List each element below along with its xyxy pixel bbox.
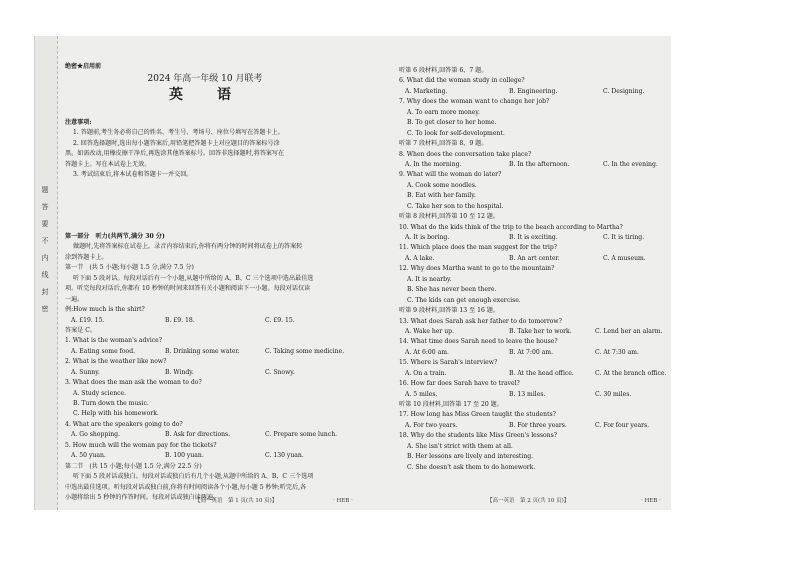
- instruction-line: 1. 答题前,考生务必将自己的姓名、考生号、考场号、座位号填写在答题卡上。: [73, 129, 284, 137]
- option: B. At 7:00 am.: [509, 348, 554, 356]
- section-intro: 中选出最佳选项。听每段对话或独白前,你将有时间阅读各个小题,每小题 5 秒钟;听完后,各: [65, 483, 307, 491]
- option: C. At 7:30 am.: [595, 348, 639, 356]
- option: B. In the afternoon.: [509, 160, 570, 168]
- instruction-line: 3. 考试结束后,将本试卷和答题卡一并交回。: [73, 171, 193, 179]
- option: C. The kids can get enough exercise.: [407, 296, 521, 304]
- option: C. At the branch office.: [595, 369, 667, 377]
- question: 12. Why does Martha want to go to the mountain?: [399, 265, 555, 273]
- option: A. Go shopping.: [71, 431, 120, 439]
- option-row: [399, 421, 665, 431]
- option: C. To look for self-development.: [407, 129, 505, 137]
- option: C. In the evening.: [603, 160, 658, 168]
- question: 10. What do the kids think of the trip to the beach according to Martha?: [399, 223, 623, 231]
- margin-char: 密: [41, 305, 49, 313]
- section-intro: 一遍。: [65, 295, 84, 303]
- option: B. Ask for directions.: [165, 431, 231, 439]
- option: C. 130 yuan.: [265, 452, 304, 460]
- option: C. Lend her an alarm.: [595, 327, 663, 335]
- question: 16. How far does Sarah have to travel?: [399, 380, 520, 388]
- option-row: [399, 369, 665, 379]
- option: C. She doesn't ask them to do homework.: [407, 463, 536, 471]
- option: A. A lake.: [405, 254, 435, 262]
- option: A. In the morning.: [405, 160, 462, 168]
- option-row: [65, 347, 355, 357]
- option: B. £9. 18.: [165, 316, 195, 324]
- option: C. A museum.: [603, 254, 646, 262]
- section-intro: 小题将给出 5 秒钟的作答时间。每段对话或独白读两遍。: [65, 493, 220, 501]
- option: A. To earn more money.: [407, 108, 480, 116]
- material-header: 听第 8 段材料,回答第 10 至 12 题。: [399, 213, 499, 221]
- option-row: [65, 316, 355, 326]
- footer-code: · HEB ·: [333, 498, 353, 504]
- option: B. 13 miles.: [509, 390, 546, 398]
- margin-char: 线: [41, 271, 49, 279]
- page-footer: 【高一英语 第 1 页(共 10 页)】: [195, 498, 278, 504]
- option-row: [65, 368, 355, 378]
- question: 8. When does the conversation take place?: [399, 150, 532, 158]
- option: C. It is tiring.: [603, 234, 645, 241]
- question: 18. Why do the students like Miss Green's lessons?: [399, 432, 558, 440]
- option: B. Windy.: [165, 368, 194, 376]
- question: 1. What is the woman's advice?: [65, 337, 163, 345]
- question: 2. What is the weather like now?: [65, 358, 167, 366]
- material-header: 听第 7 段材料,回答第 8、9 题。: [399, 140, 488, 148]
- instruction-line: 黑。如需改动,用橡皮擦干净后,再选涂其他答案标号。回答非选择题时,将答案写在: [65, 150, 285, 158]
- option-row: [65, 451, 355, 461]
- scanned-page: [34, 36, 671, 510]
- material-header: 听第 10 段材料,回答第 17 至 20 题。: [399, 401, 503, 408]
- option: C. Snowy.: [265, 368, 295, 376]
- section-intro: 听下面 5 段对话或独白。每段对话或独白后有几个小题,从题中所给的 A、B、C 三个选项: [73, 473, 314, 481]
- question: 11. Which place does the man suggest for the trip?: [399, 244, 558, 252]
- question: 4. What are the speakers going to do?: [65, 420, 183, 428]
- footer-code: · HEB ·: [641, 498, 661, 504]
- option: A. At 6:00 am.: [405, 348, 449, 356]
- option: A. Marketing.: [405, 87, 448, 95]
- option: C. For four years.: [595, 421, 650, 429]
- option-row: [399, 254, 665, 264]
- option: B. It is exciting.: [509, 234, 558, 241]
- option-row: [399, 348, 665, 358]
- page-footer: 【高一英语 第 2 页(共 10 页)】: [487, 498, 570, 504]
- option: C. Help with his homework.: [73, 410, 159, 418]
- option: A. On a train.: [405, 369, 447, 377]
- example-answer: 答案是 C。: [65, 326, 96, 334]
- option-row: [399, 87, 665, 97]
- option: A. She isn't strict with them at all.: [407, 442, 513, 450]
- option: A. Sunny.: [71, 368, 100, 376]
- option-row: [399, 233, 665, 243]
- instructions-block: [65, 118, 355, 181]
- question: 13. What does Sarah ask her father to do tomorrow?: [399, 317, 562, 325]
- exam-title: 2024 年高一年级 10 月联考: [147, 74, 263, 84]
- instruction-line: 答题卡上。写在本试卷上无效。: [65, 160, 151, 168]
- question: 15. Where is Sarah's interview?: [399, 359, 498, 367]
- option: B. Drinking some water.: [165, 347, 240, 355]
- margin-warning: [39, 186, 51, 313]
- margin-char: 答: [41, 203, 49, 211]
- option: B. Eat with her family.: [407, 192, 476, 200]
- option: B. To get closer to her home.: [407, 119, 497, 127]
- option: C. 30 miles.: [595, 390, 632, 398]
- option: A. Study science.: [73, 389, 127, 397]
- option: A. Eating some food.: [71, 347, 136, 355]
- option: C. £9. 15.: [265, 316, 295, 324]
- part-intro: 涂到答题卡上。: [65, 253, 108, 261]
- part-title: 第一部分 听力(共两节,满分 30 分): [65, 233, 165, 240]
- question: 9. What will the woman do later?: [399, 171, 502, 179]
- margin-char: 题: [41, 186, 49, 194]
- section-title: 第一节 (共 5 小题;每小题 1.5 分,满分 7.5 分): [65, 264, 194, 272]
- option: B. For three years.: [509, 421, 567, 429]
- option: B. Engineering.: [509, 87, 558, 95]
- option: B. An art center.: [509, 254, 560, 262]
- option: B. Turn down the music.: [73, 400, 149, 407]
- margin-char: 不: [41, 237, 49, 245]
- option: A. 50 yuan.: [71, 452, 106, 460]
- confidential-mark: 绝密★启用前: [65, 63, 102, 70]
- section-intro: 项。听完每段对话后,你都有 10 秒钟的时间来回答有关小题和阅读下一小题。每段对话仅读: [65, 285, 311, 293]
- question: 6. What did the woman study in college?: [399, 77, 525, 85]
- material-header: 听第 6 段材料,回答第 6、7 题。: [399, 67, 488, 74]
- option: B. Take her to work.: [509, 327, 572, 335]
- listening-questions: [399, 66, 665, 473]
- section-title: 第二节 (共 15 小题;每小题 1.5 分,满分 22.5 分): [65, 462, 202, 470]
- option: A. Cook some noodles.: [407, 181, 477, 189]
- option-row: [399, 327, 665, 337]
- listening-part: [65, 232, 355, 503]
- part-intro: 做题时,先将答案标在试卷上。录音内容结束后,你将有两分钟的时间将试卷上的答案转: [73, 243, 303, 251]
- option: C. Take her son to the hospital.: [407, 202, 504, 210]
- example-question: 例:How much is the shirt?: [65, 306, 145, 314]
- question: 5. How much will the woman pay for the tickets?: [65, 441, 217, 449]
- option: A. It is boring.: [405, 234, 450, 241]
- option: A. £19. 15.: [71, 316, 105, 324]
- option: B. She has never been there.: [407, 286, 497, 294]
- option: A. 5 miles.: [405, 390, 438, 398]
- option: C. Prepare some lunch.: [265, 431, 338, 439]
- section-intro: 听下面 5 段对话。每段对话后有一个小题,从题中所给的 A、B、C 三个选项中选出最佳选: [73, 274, 314, 282]
- option: B. At the head office.: [509, 369, 574, 377]
- margin-char: 要: [41, 220, 49, 228]
- instructions-title: 注意事项:: [65, 119, 92, 126]
- option: B. Her lessons are lively and interesting.: [407, 453, 534, 461]
- material-header: 听第 9 段材料,回答第 13 至 16 题。: [399, 307, 499, 315]
- option-row: [399, 390, 665, 400]
- question: 7. Why does the woman want to change her job?: [399, 98, 550, 106]
- binding-margin: [35, 36, 58, 510]
- margin-char: 内: [41, 254, 49, 262]
- option: C. Taking some medicine.: [265, 347, 345, 355]
- question: 3. What does the man ask the woman to do?: [65, 379, 202, 387]
- subject-title: 英 语: [169, 87, 241, 103]
- option: A. It is nearby.: [407, 275, 452, 283]
- option: A. Wake her up.: [405, 327, 455, 335]
- instruction-line: 2. 回答选择题时,选出每小题答案后,用铅笔把答题卡上对应题目的答案标号涂: [73, 139, 280, 147]
- option: C. Designing.: [603, 87, 645, 95]
- question: 14. What time does Sarah need to leave the house?: [399, 338, 558, 346]
- margin-char: 封: [41, 288, 49, 296]
- question: 17. How long has Miss Green taught the students?: [399, 411, 556, 419]
- option: A. For two years.: [405, 421, 458, 429]
- option-row: [65, 430, 355, 440]
- option: B. 100 yuan.: [165, 452, 204, 460]
- option-row: [399, 160, 665, 170]
